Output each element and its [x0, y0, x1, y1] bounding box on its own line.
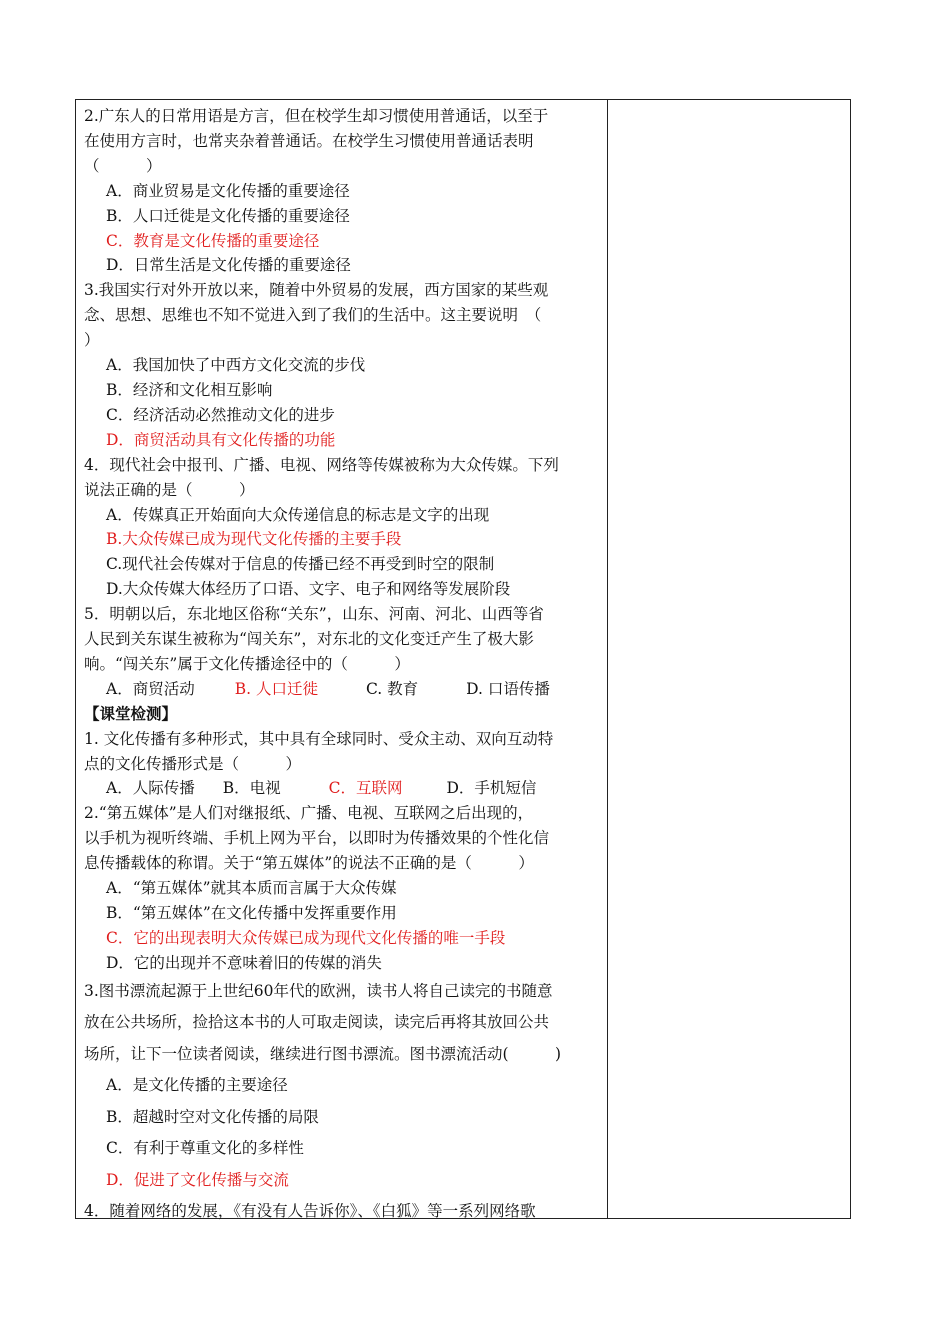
option-c-answer: C．教育是文化传播的重要途径: [106, 231, 320, 250]
question-stem-line: 人民到关东谋生被称为“闯关东”，对东北的文化变迁产生了极大影: [84, 630, 534, 649]
option-b: B．“第五媒体”在文化传播中发挥重要作用: [106, 904, 397, 922]
option-c-answer: C．互联网: [328, 779, 403, 798]
option-a: A．我国加快了中西方文化交流的步伐: [106, 356, 366, 375]
option-d: D．日常生活是文化传播的重要途径: [106, 256, 351, 275]
option-b-answer: B. 人口迁徙: [234, 679, 318, 698]
question-stem-line: 放在公共场所，捡拾这本书的人可取走阅读，读完后再将其放回公共: [84, 1013, 550, 1032]
answer-table: [75, 99, 851, 1219]
question-stem-line: 4．随着网络的发展，《有没有人告诉你》、《白狐》等一系列网络歌: [84, 1202, 536, 1221]
question-stem-line: 点的文化传播形式是（ ）: [84, 754, 302, 773]
option-d-answer: D．商贸活动具有文化传播的功能: [106, 430, 336, 449]
option-a: A．是文化传播的主要途径: [106, 1076, 288, 1095]
question-stem-line: ）: [84, 331, 100, 350]
question-stem-line: 1. 文化传播有多种形式，其中具有全球同时、受众主动、双向互动特: [84, 729, 554, 748]
option-d: D．它的出现并不意味着旧的传媒的消失: [106, 953, 382, 972]
option-d: D．手机短信: [446, 779, 537, 798]
option-b: B．经济和文化相互影响: [106, 380, 273, 399]
question-column: [84, 104, 600, 1228]
option-c: C. 教育: [365, 679, 419, 698]
option-b: B．电视: [222, 779, 281, 798]
option-b-answer: B.大众传媒已成为现代文化传播的主要手段: [106, 530, 402, 549]
question-2: [84, 104, 600, 278]
question-stem-line: 3.图书漂流起源于上世纪60年代的欧洲，读书人将自己读完的书随意: [84, 981, 553, 1000]
question-stem-line: （ ）: [84, 156, 162, 175]
option-c: C.现代社会传媒对于信息的传播已经不再受到时空的限制: [106, 555, 495, 574]
question-stem-line: 以手机为视听终端、手机上网为平台，以即时为传播效果的个性化信: [84, 829, 550, 848]
option-c: C．经济活动必然推动文化的进步: [106, 405, 335, 424]
question-stem-line: 响。“闯关东”属于文化传播途径中的（ ）: [84, 654, 410, 673]
option-c: C．有利于尊重文化的多样性: [106, 1139, 304, 1158]
option-a: A．商业贸易是文化传播的重要途径: [106, 181, 350, 200]
question-stem-line: 念、思想、思维也不知不觉进入到了我们的生活中。这主要说明 （: [84, 306, 542, 325]
question-stem-line: 在使用方言时，也常夹杂着普通话。在校学生习惯使用普通话表明: [84, 131, 534, 150]
test-question-4: [84, 1196, 600, 1228]
option-d-answer: D．促进了文化传播与交流: [106, 1170, 289, 1189]
section-title: 【课堂检测】: [84, 703, 178, 723]
question-stem-line: 息传播载体的称谓。关于“第五媒体”的说法不正确的是（ ）: [84, 854, 534, 873]
options-row: [84, 677, 600, 702]
question-5: [84, 602, 600, 702]
question-stem-line: 2.广东人的日常用语是方言，但在校学生却习惯使用普通话，以至于: [84, 107, 549, 125]
question-stem-line: 说法正确的是（ ）: [84, 480, 255, 499]
test-question-3: [84, 976, 600, 1197]
question-stem-line: 4．现代社会中报刊、广播、电视、网络等传媒被称为大众传媒。下列: [84, 455, 559, 474]
option-a: A．商贸活动: [106, 679, 195, 698]
option-c-answer: C．它的出现表明大众传媒已成为现代文化传播的唯一手段: [106, 928, 506, 947]
option-d: D.大众传媒大体经历了口语、文字、电子和网络等发展阶段: [106, 580, 511, 599]
option-b: B．人口迁徙是文化传播的重要途径: [106, 206, 350, 225]
options-row: [84, 776, 600, 801]
question-4: [84, 453, 600, 602]
option-a: A．“第五媒体”就其本质而言属于大众传媒: [106, 879, 397, 898]
question-3: [84, 278, 600, 452]
option-a: A．传媒真正开始面向大众传递信息的标志是文字的出现: [106, 505, 490, 524]
question-stem-line: 5．明朝以后，东北地区俗称“关东”，山东、河南、河北、山西等省: [84, 605, 544, 624]
test-question-2: [84, 801, 600, 975]
question-stem-line: 3.我国实行对外开放以来，随着中外贸易的发展，西方国家的某些观: [84, 281, 549, 300]
test-question-1: [84, 727, 600, 802]
column-divider: [607, 100, 608, 1218]
question-stem-line: 2.“第五媒体”是人们对继报纸、广播、电视、互联网之后出现的，: [84, 804, 534, 823]
option-b: B．超越时空对文化传播的局限: [106, 1107, 319, 1126]
option-a: A．人际传播: [106, 779, 195, 798]
question-stem-line: 场所，让下一位读者阅读，继续进行图书漂流。图书漂流活动( ): [84, 1044, 562, 1063]
option-d: D. 口语传播: [466, 679, 550, 698]
